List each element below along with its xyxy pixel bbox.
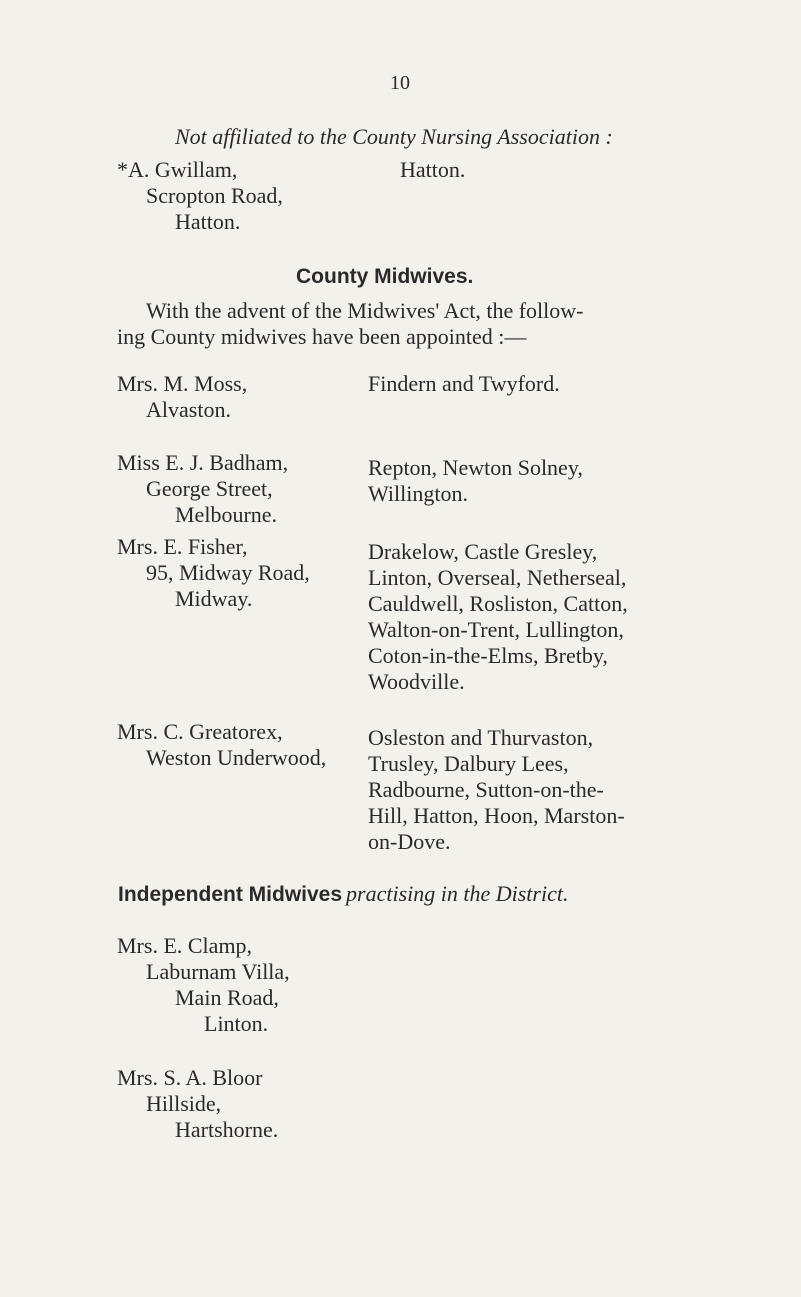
midwife-address-line: Hillside, xyxy=(146,1091,222,1116)
midwife-district-line: Woodville. xyxy=(368,669,465,694)
midwife-address-line: Midway. xyxy=(175,586,253,611)
not-affiliated-heading: Not affiliated to the County Nursing Association : xyxy=(175,124,613,149)
midwife-district-line: Findern and Twyford. xyxy=(368,371,560,396)
midwife-district-line: Cauldwell, Rosliston, Catton, xyxy=(368,591,628,616)
midwife-district-line: Willington. xyxy=(368,481,468,506)
midwife-address-line: Hartshorne. xyxy=(175,1117,279,1142)
midwife-name: Mrs. E. Fisher, xyxy=(117,534,248,559)
midwife-district-line: on-Dove. xyxy=(368,829,451,854)
midwife-address-line: Melbourne. xyxy=(175,502,278,527)
midwife-address-line: Laburnam Villa, xyxy=(146,959,290,984)
midwife-address-line: Linton. xyxy=(204,1011,269,1036)
entry-address-line: Hatton. xyxy=(175,209,241,234)
midwife-address-line: Weston Underwood, xyxy=(146,745,327,770)
midwife-district-line: Trusley, Dalbury Lees, xyxy=(368,751,569,776)
intro-line: With the advent of the Midwives' Act, the follow- xyxy=(146,298,584,323)
entry-district: Hatton. xyxy=(400,157,466,182)
midwife-district-line: Linton, Overseal, Netherseal, xyxy=(368,565,627,590)
midwife-name: Miss E. J. Badham, xyxy=(117,450,289,475)
midwife-address-line: Main Road, xyxy=(175,985,279,1010)
midwife-name: Mrs. S. A. Bloor xyxy=(117,1065,263,1090)
intro-line: ing County midwives have been appointed :— xyxy=(117,324,527,349)
midwife-district-line: Walton-on-Trent, Lullington, xyxy=(368,617,624,642)
midwife-district-line: Drakelow, Castle Gresley, xyxy=(368,539,598,564)
entry-name: *A. Gwillam, xyxy=(117,157,238,182)
independent-heading-bold: Independent Midwives xyxy=(118,883,343,906)
page-number: 10 xyxy=(390,72,410,94)
midwife-address-line: George Street, xyxy=(146,476,273,501)
midwife-district-line: Repton, Newton Solney, xyxy=(368,455,583,480)
midwife-name: Mrs. C. Greatorex, xyxy=(117,719,283,744)
midwife-address-line: 95, Midway Road, xyxy=(146,560,310,585)
midwife-district-line: Osleston and Thurvaston, xyxy=(368,725,594,750)
midwife-district-line: Radbourne, Sutton-on-the- xyxy=(368,777,604,802)
entry-address-line: Scropton Road, xyxy=(146,183,283,208)
midwife-name: Mrs. M. Moss, xyxy=(117,371,248,396)
midwife-district-line: Hill, Hatton, Hoon, Marston- xyxy=(368,803,625,828)
county-midwives-heading: County Midwives. xyxy=(296,265,474,288)
independent-heading-italic: practising in the District. xyxy=(346,881,569,906)
midwife-address-line: Alvaston. xyxy=(146,397,231,422)
independent-midwives-heading xyxy=(118,881,568,907)
midwife-district-line: Coton-in-the-Elms, Bretby, xyxy=(368,643,608,668)
midwife-name: Mrs. E. Clamp, xyxy=(117,933,253,958)
